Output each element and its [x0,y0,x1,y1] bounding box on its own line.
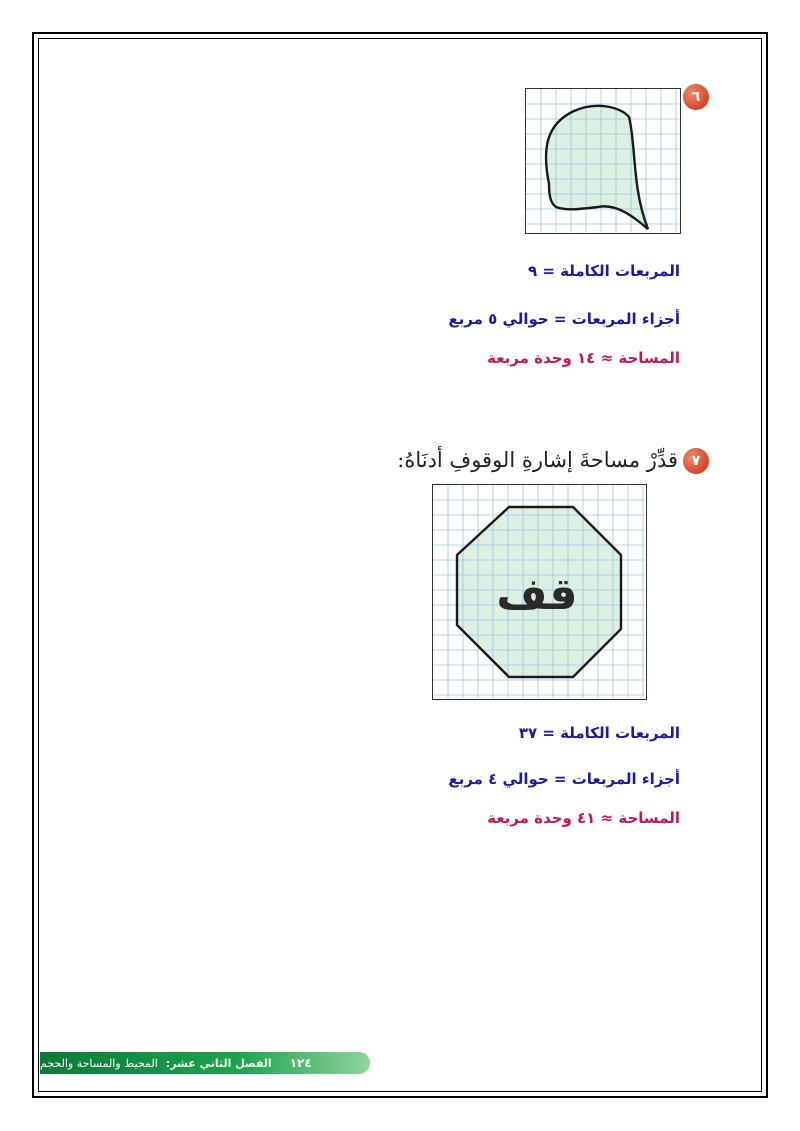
problem-6-shape-fill [546,106,648,229]
problem-6-area: المساحة ≈ ١٤ وحدة مربعة [487,349,680,367]
problem-7-number: ٧ [691,453,701,469]
footer-topic: المحيط والمساحة والحجم [40,1056,158,1070]
problem-7-question: قدِّرْ مساحةَ إشارةِ الوقوفِ أدنَاهُ: [397,448,678,472]
problem-7-area: المساحة ≈ ٤١ وحدة مربعة [487,809,680,827]
page-footer-band [40,1052,370,1074]
problem-6-full-squares: المربعات الكاملة = ٩ [528,262,680,280]
problem-7-number-badge [683,448,709,474]
problem-6-grid-figure [525,88,681,234]
problem-7-full-squares: المربعات الكاملة = ٣٧ [518,724,680,742]
problem-6-grid-svg [526,89,679,232]
problem-6-number: ٦ [691,89,701,105]
stop-sign-text: قف [496,569,578,620]
problem-7-grid-figure [432,484,647,700]
problem-7-partial-squares: أجزاء المربعات = حوالي ٤ مربع [448,770,680,788]
page-number: ١٢٤ [289,1056,312,1070]
problem-7-grid-svg [433,485,645,698]
problem-6-partial-squares: أجزاء المربعات = حوالي ٥ مربع [448,310,680,328]
footer-chapter: الفصل الثاني عشر: [165,1056,272,1070]
problem-6-number-badge [683,84,709,110]
